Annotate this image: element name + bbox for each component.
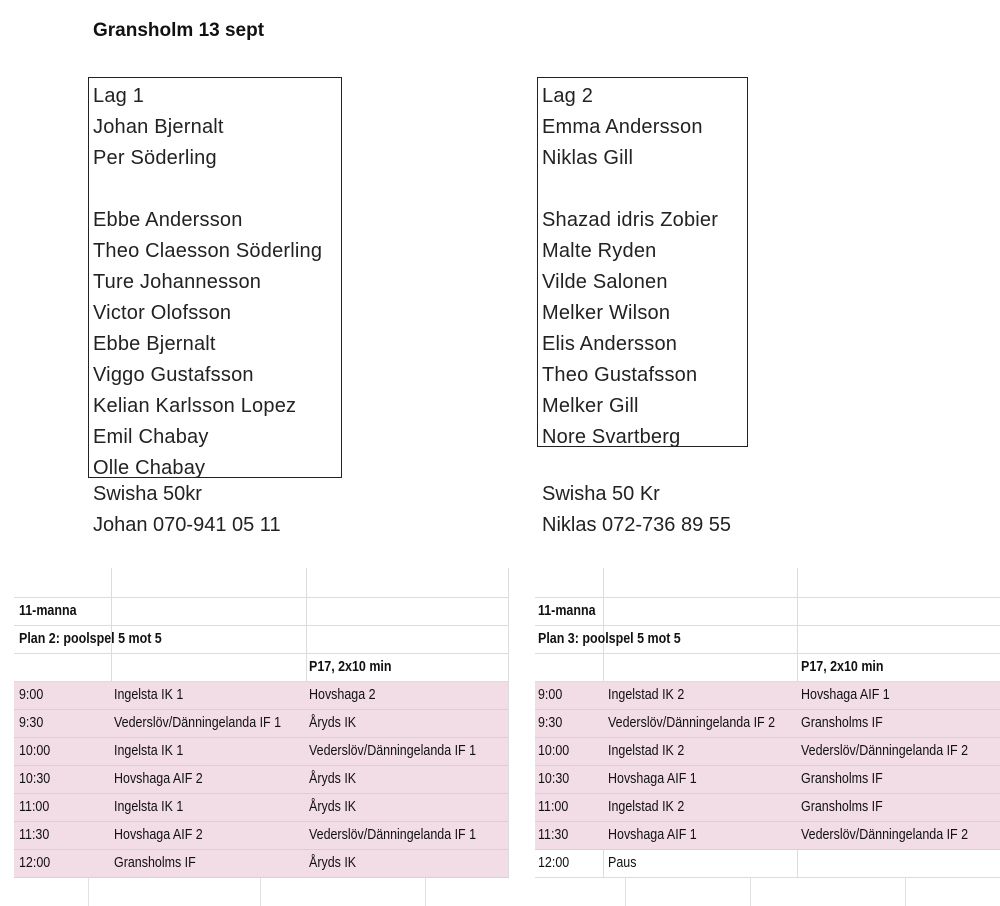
player-name: Elis Andersson — [542, 333, 678, 355]
away-team: Vederslöv/Dänningelanda IF 1 — [309, 743, 477, 759]
header-row — [535, 654, 1000, 682]
match-row — [535, 822, 1000, 850]
player-name: Melker Gill — [542, 395, 639, 417]
swish-amount: Swisha 50kr — [93, 483, 202, 505]
away-team: Vederslöv/Dänningelanda IF 2 — [801, 743, 969, 759]
match-time: 11:30 — [538, 827, 569, 843]
away-team: Vederslöv/Dänningelanda IF 1 — [309, 827, 477, 843]
away-team: Åryds IK — [309, 799, 357, 815]
away-team: Gransholms IF — [801, 715, 883, 731]
empty-row — [14, 570, 508, 598]
away-team: Åryds IK — [309, 771, 357, 787]
match-time: 12:00 — [19, 855, 51, 871]
match-row — [14, 850, 508, 878]
home-team: Ingelsta IK 1 — [114, 743, 184, 759]
schedule-plan-2 — [14, 568, 508, 878]
player-name: Viggo Gustafsson — [93, 364, 254, 386]
match-row — [535, 738, 1000, 766]
player-name: Kelian Karlsson Lopez — [93, 395, 297, 417]
match-row — [14, 794, 508, 822]
team-1-payment-info — [93, 479, 281, 541]
player-name: Melker Wilson — [542, 302, 671, 324]
player-name: Niklas Gill — [542, 147, 634, 169]
home-team: Vederslöv/Dänningelanda IF 1 — [114, 715, 282, 731]
away-team: Vederslöv/Dänningelanda IF 2 — [801, 827, 969, 843]
column-header: P17, 2x10 min — [801, 659, 884, 675]
grid-line — [88, 878, 89, 906]
match-time: 10:00 — [538, 743, 570, 759]
match-time: 11:00 — [538, 799, 569, 815]
plan-row — [535, 626, 1000, 654]
sheet-bottom-grid — [0, 878, 1000, 906]
home-team: Ingelstad IK 2 — [608, 799, 685, 815]
player-name: Emma Andersson — [542, 116, 703, 138]
header-row — [14, 654, 508, 682]
home-team: Hovshaga AIF 1 — [608, 771, 697, 787]
match-time: 9:30 — [538, 715, 563, 731]
plan-label: Plan 2: poolspel 5 mot 5 — [19, 631, 162, 647]
plan-label: Plan 3: poolspel 5 mot 5 — [538, 631, 681, 647]
away-team: Hovshaga 2 — [309, 687, 376, 703]
format-row — [14, 598, 508, 626]
schedule-plan-3 — [535, 568, 1000, 878]
home-team: Hovshaga AIF 2 — [114, 827, 203, 843]
team-2-roster — [537, 77, 748, 447]
home-team: Paus — [608, 855, 637, 871]
team-name: Lag 1 — [93, 85, 145, 107]
match-row — [14, 738, 508, 766]
home-team: Hovshaga AIF 1 — [608, 827, 697, 843]
player-name: Emil Chabay — [93, 426, 209, 448]
player-name: Malte Ryden — [542, 240, 657, 262]
grid-line — [508, 568, 509, 878]
player-name: Shazad idris Zobier — [542, 209, 719, 231]
format-label: 11-manna — [538, 603, 596, 619]
empty-row — [535, 570, 1000, 598]
away-team: Gransholms IF — [801, 771, 883, 787]
contact-phone: Niklas 072-736 89 55 — [542, 514, 732, 536]
grid-line — [425, 878, 426, 906]
match-row — [14, 822, 508, 850]
match-row — [14, 766, 508, 794]
player-name: Ebbe Andersson — [93, 209, 243, 231]
home-team: Hovshaga AIF 2 — [114, 771, 203, 787]
player-name: Ture Johannesson — [93, 271, 262, 293]
plan-row — [14, 626, 508, 654]
player-name: Ebbe Bjernalt — [93, 333, 216, 355]
player-name: Per Söderling — [93, 147, 217, 169]
match-time: 11:00 — [19, 799, 50, 815]
home-team: Vederslöv/Dänningelanda IF 2 — [608, 715, 776, 731]
match-time: 10:30 — [538, 771, 570, 787]
match-time: 9:00 — [19, 687, 44, 703]
match-row — [535, 850, 1000, 878]
home-team: Gransholms IF — [114, 855, 196, 871]
match-time: 12:00 — [538, 855, 570, 871]
grid-line — [625, 878, 626, 906]
grid-line — [260, 878, 261, 906]
away-team: Åryds IK — [309, 855, 357, 871]
swish-amount: Swisha 50 Kr — [542, 483, 660, 505]
match-time: 9:00 — [538, 687, 563, 703]
match-row — [14, 682, 508, 710]
away-team: Hovshaga AIF 1 — [801, 687, 890, 703]
away-team: Åryds IK — [309, 715, 357, 731]
column-header: P17, 2x10 min — [309, 659, 392, 675]
match-row — [535, 794, 1000, 822]
match-time: 10:30 — [19, 771, 51, 787]
player-name: Johan Bjernalt — [93, 116, 224, 138]
player-name — [93, 174, 341, 205]
match-row — [535, 710, 1000, 738]
home-team: Ingelsta IK 1 — [114, 799, 184, 815]
home-team: Ingelstad IK 2 — [608, 743, 685, 759]
player-name — [542, 174, 747, 205]
team-name: Lag 2 — [542, 85, 594, 107]
player-name: Theo Gustafsson — [542, 364, 698, 386]
player-name: Vilde Salonen — [542, 271, 668, 293]
match-time: 10:00 — [19, 743, 51, 759]
format-row — [535, 598, 1000, 626]
grid-line — [750, 878, 751, 906]
grid-line — [905, 878, 906, 906]
away-team: Gransholms IF — [801, 799, 883, 815]
contact-phone: Johan 070-941 05 11 — [93, 514, 281, 536]
format-label: 11-manna — [19, 603, 77, 619]
home-team: Ingelsta IK 1 — [114, 687, 184, 703]
player-name: Nore Svartberg — [542, 426, 681, 448]
match-time: 11:30 — [19, 827, 50, 843]
player-name: Theo Claesson Söderling — [93, 240, 323, 262]
match-row — [535, 682, 1000, 710]
home-team: Ingelstad IK 2 — [608, 687, 685, 703]
match-time: 9:30 — [19, 715, 44, 731]
match-row — [14, 710, 508, 738]
match-row — [535, 766, 1000, 794]
team-2-payment-info — [542, 479, 731, 541]
team-1-roster — [88, 77, 342, 478]
player-name: Olle Chabay — [93, 457, 206, 479]
player-name: Victor Olofsson — [93, 302, 232, 324]
page-title: Gransholm 13 sept — [93, 20, 265, 41]
